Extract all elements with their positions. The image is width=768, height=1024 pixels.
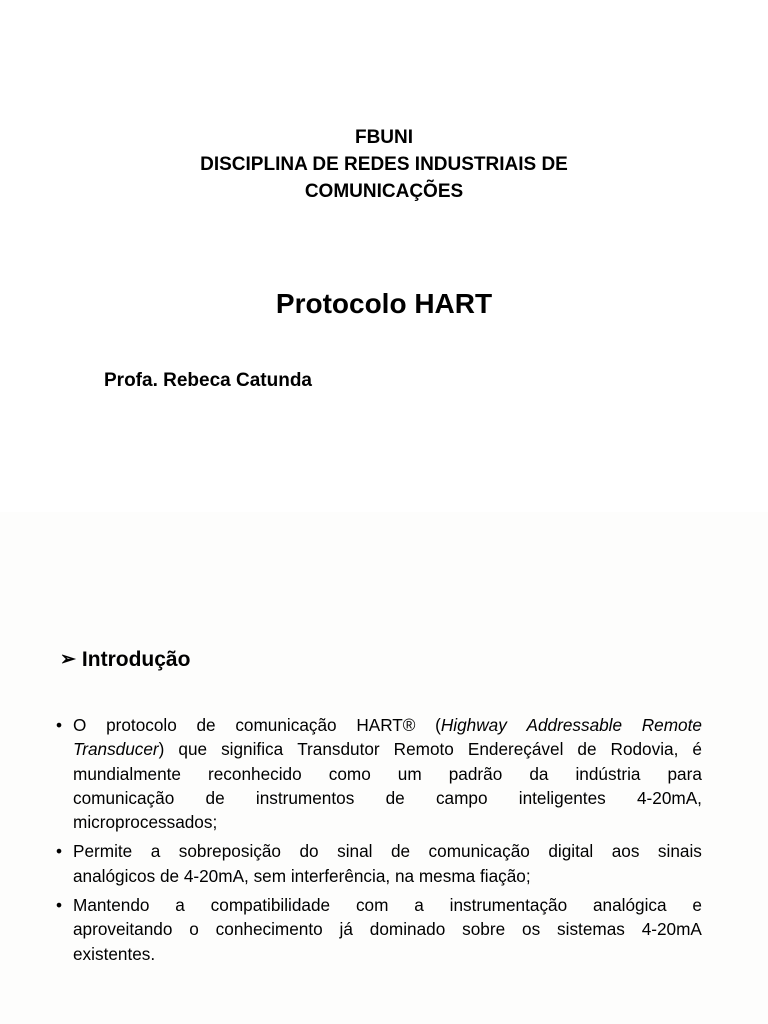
word: sinais xyxy=(657,841,702,862)
word-italic: Highway xyxy=(440,715,507,735)
word: existentes. xyxy=(73,943,156,964)
word: analógica xyxy=(592,895,667,916)
text-line xyxy=(73,737,702,761)
word: sobreposição xyxy=(178,841,281,862)
word: O xyxy=(73,715,87,735)
section-heading-text: Introdução xyxy=(81,648,191,671)
word: sobre xyxy=(462,919,506,940)
word: o xyxy=(189,919,199,940)
text-line xyxy=(73,810,702,834)
word: microprocessados; xyxy=(73,812,218,833)
text-line xyxy=(73,917,702,941)
word: da xyxy=(529,763,549,784)
word: 4-20mA xyxy=(641,919,702,940)
word: e xyxy=(692,895,702,916)
word: mundialmente xyxy=(73,763,181,784)
bullet-item xyxy=(56,713,702,834)
header-line-discipline: DISCIPLINA DE REDES INDUSTRIAIS DE xyxy=(200,154,568,175)
word: Rodovia, xyxy=(610,739,679,760)
word: sinal xyxy=(337,841,373,862)
text-line xyxy=(73,713,702,737)
intro-slide xyxy=(0,512,768,1024)
word: é xyxy=(692,739,702,760)
bullet-dot-icon: • xyxy=(56,841,63,862)
presentation-title: Protocolo HART xyxy=(275,288,493,319)
word: conhecimento xyxy=(215,919,323,940)
word: como xyxy=(328,763,371,784)
word: a xyxy=(414,895,424,916)
institution-header xyxy=(0,124,768,205)
word: dominado xyxy=(369,919,446,940)
word-italic: Remote xyxy=(641,715,702,735)
word: Endereçável xyxy=(467,739,564,760)
text-line xyxy=(73,839,702,863)
word: de xyxy=(390,841,411,862)
author-name: Profa. Rebeca Catunda xyxy=(104,370,312,391)
bullet-dot-icon: • xyxy=(56,715,63,735)
word: do xyxy=(299,841,319,862)
word: comunicação xyxy=(428,841,530,862)
word: sistemas xyxy=(557,919,625,940)
text-line xyxy=(73,762,702,786)
word: instrumentos xyxy=(255,787,355,808)
word: de xyxy=(385,787,405,808)
word: Mantendo xyxy=(73,895,150,916)
word: de xyxy=(577,739,597,760)
word: os xyxy=(522,919,541,940)
text-line xyxy=(73,786,702,810)
text-run: analógicos de 4-20mA, sem interferência, na mesma fiação; xyxy=(73,865,531,886)
word: reconhecido xyxy=(208,763,302,784)
text-line xyxy=(73,942,702,966)
word: com xyxy=(355,895,389,916)
word: significa xyxy=(221,739,284,760)
word: a xyxy=(150,841,161,862)
bullet-dot-icon: • xyxy=(56,895,63,916)
italic-term: (Highway xyxy=(435,715,507,735)
word: para xyxy=(667,763,702,784)
word: aos xyxy=(611,841,640,862)
word: protocolo xyxy=(106,715,177,735)
italic-term: Transducer) xyxy=(73,739,165,760)
word: a xyxy=(175,895,185,916)
word: HART® xyxy=(356,715,416,735)
word: Remoto xyxy=(393,739,454,760)
word: aproveitando xyxy=(73,919,173,940)
word: digital xyxy=(548,841,594,862)
section-heading xyxy=(60,642,190,678)
word: compatibilidade xyxy=(210,895,331,916)
bullet-item xyxy=(56,893,702,966)
word: já xyxy=(339,919,353,940)
arrow-bullet-icon: ➢ xyxy=(60,649,76,670)
word: 4-20mA, xyxy=(636,787,702,808)
word: de xyxy=(205,787,225,808)
word: que xyxy=(178,739,208,760)
word: Permite xyxy=(73,841,133,862)
word: Transdutor xyxy=(297,739,380,760)
word: comunicação xyxy=(73,787,175,808)
text-line xyxy=(73,893,702,917)
word: padrão xyxy=(448,763,503,784)
word: comunicação xyxy=(235,715,337,735)
bullet-item xyxy=(56,839,702,888)
word: campo xyxy=(435,787,488,808)
word-italic: Addressable xyxy=(526,715,623,735)
word: um xyxy=(397,763,422,784)
header-line-discipline-cont: COMUNICAÇÕES xyxy=(304,181,464,202)
header-line-institution: FBUNI xyxy=(354,127,414,148)
word: instrumentação xyxy=(449,895,568,916)
word: de xyxy=(196,715,216,735)
text-line xyxy=(73,864,702,888)
word: inteligentes xyxy=(518,787,606,808)
bullet-list xyxy=(56,713,702,971)
word: indústria xyxy=(575,763,641,784)
word-italic: Transducer xyxy=(73,739,159,760)
